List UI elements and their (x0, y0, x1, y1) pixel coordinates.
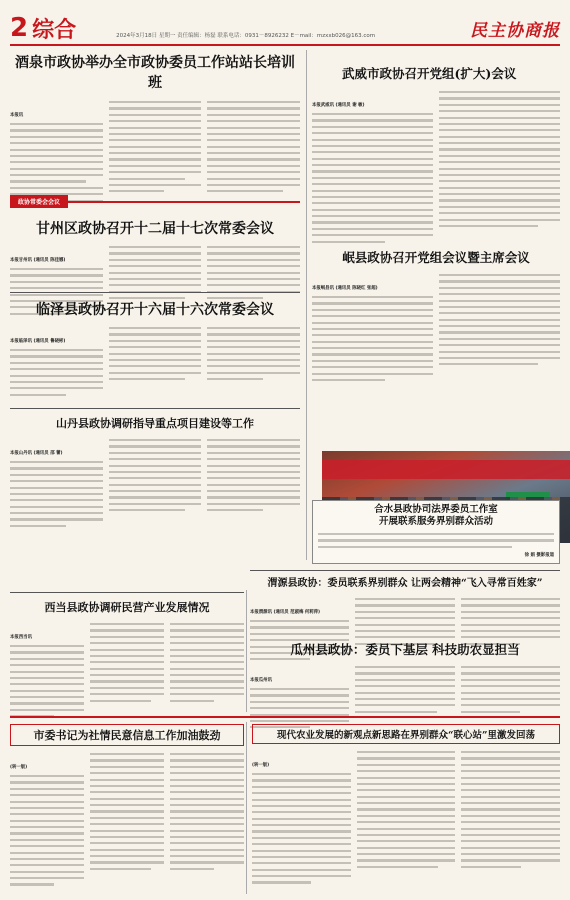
body-text (10, 645, 84, 717)
photo-banner (322, 460, 570, 478)
headline-ganzhou: 甘州区政协召开十二届十七次常委会议 (36, 221, 274, 237)
body-text (170, 753, 244, 870)
paper-name: 民主协商报 (470, 21, 560, 41)
headline-agriculture: 现代农业发展的新观点新思路在界别群众“联心站”里激发回荡 (252, 724, 560, 744)
column-divider (246, 722, 247, 894)
body-text (312, 296, 433, 381)
body-text (439, 274, 560, 365)
body-text (252, 773, 351, 884)
article-linze (10, 292, 300, 400)
body-text (355, 598, 454, 645)
photo-caption (312, 500, 560, 564)
body-text (109, 439, 202, 511)
masthead-info: 2024年3月18日 星期一 责任编辑：杨磊 联系电话：0931－8926232 E－mail：mzxxb026@163.com (116, 33, 376, 39)
body-text (461, 598, 560, 645)
body-text (312, 113, 433, 243)
byline-guazhou: 本报瓜州讯 (250, 678, 272, 683)
byline-shandan: 本报山丹讯 (通讯员 邵 蕾) (10, 451, 63, 456)
article-secretary (10, 724, 244, 890)
body-text (250, 688, 349, 728)
body-text (109, 327, 202, 380)
body-text (90, 623, 164, 702)
body-text (439, 91, 560, 227)
body-text (355, 666, 454, 713)
headline-guazhou: 瓜州县政协：委员下基层 科技助农显担当 (290, 642, 520, 657)
headline-shandan: 山丹县政协调研指导重点项目建设等工作 (56, 417, 254, 430)
byline-weiyuan: 本报渭源讯 (通讯员 范淑梅 何莉萍) (250, 610, 321, 615)
body-text (10, 461, 103, 527)
bottom-band-divider (10, 716, 560, 718)
body-text (207, 327, 300, 380)
headline-jiuquan: 酒泉市政协举办全市政协委员工作站站长培训班 (15, 55, 295, 91)
caption-text (318, 533, 554, 548)
body-text (207, 101, 300, 192)
article-shandan (10, 408, 300, 531)
body-text (170, 623, 244, 702)
caption-title: 合水县政协司法界委员工作室 开展联系服务界别群众活动 (374, 504, 498, 527)
body-text (461, 751, 560, 868)
headline-linze: 临泽县政协召开十六届十六次常委会议 (36, 302, 274, 318)
article-guazhou (250, 640, 560, 733)
masthead (10, 6, 560, 46)
body-text (207, 439, 300, 511)
byline-xidang: 本报西当讯 (10, 635, 32, 640)
banner-label: 政协常委会会议 (10, 195, 68, 208)
body-text (90, 753, 164, 870)
headline-xidang: 西当县政协调研民营产业发展情况 (44, 601, 210, 614)
byline-linze: 本报临泽讯 (通讯员 鲁晓彬) (10, 339, 66, 344)
article-xidang (10, 592, 244, 722)
body-text (461, 666, 560, 713)
byline-agriculture: (转一版) (252, 763, 270, 768)
body-text (109, 101, 202, 192)
headline-secretary: 市委书记为社情民意信息工作加油鼓劲 (10, 724, 244, 746)
byline-secretary: (转一版) (10, 765, 28, 770)
caption-credit: 徐 娟 摄影报道 (524, 553, 554, 559)
section-name: 综合 (32, 17, 77, 43)
masthead-left (10, 15, 375, 41)
special-banner (10, 195, 300, 208)
banner-bar (68, 201, 300, 203)
headline-wuwei: 武威市政协召开党组(扩大)会议 (342, 66, 517, 81)
column-divider (246, 590, 247, 712)
byline-jiuquan: 本报讯 (10, 113, 24, 118)
headline-weiyuan: 渭源县政协：委员联系界别群众 让两会精神“飞入寻常百姓家” (267, 578, 543, 589)
byline-wuwei: 本报武威讯 (通讯员 谢 敏) (312, 103, 365, 108)
page-number: 2 (10, 13, 29, 43)
article-agriculture (252, 724, 560, 888)
body-text (10, 349, 103, 396)
article-jiuquan (10, 52, 300, 212)
body-text (357, 751, 456, 868)
article-wuwei (312, 52, 560, 247)
byline-ganzhou: 本报甘州讯 (通讯员 陈佳娜) (10, 258, 66, 263)
headline-minxian: 岷县政协召开党组会议暨主席会议 (342, 250, 530, 265)
body-text (10, 775, 84, 886)
byline-minxian: 本报岷县讯 (通讯员 陈晓红 张超) (312, 286, 378, 291)
column-divider (306, 50, 307, 560)
article-minxian (312, 248, 560, 385)
